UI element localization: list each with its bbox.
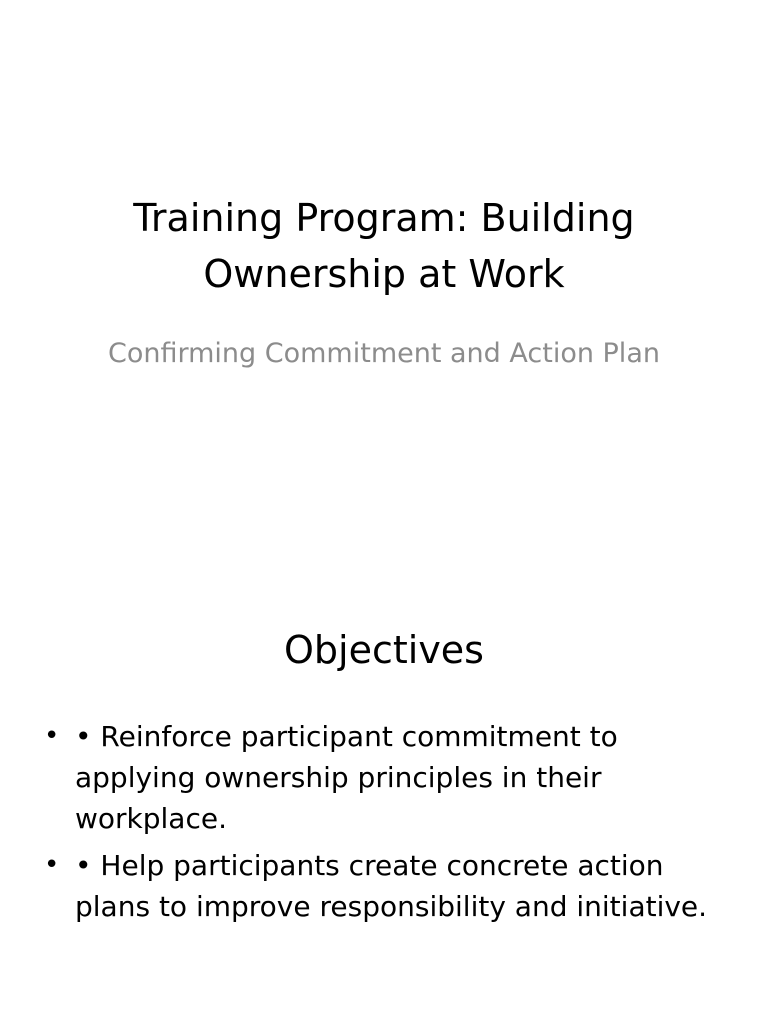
objectives-list — [38, 716, 718, 933]
objectives-heading: Objectives — [284, 628, 484, 672]
list-item — [38, 845, 718, 927]
slide-subtitle: Confirming Commitment and Action Plan — [108, 338, 660, 369]
bullet-icon: • — [44, 850, 60, 880]
objectives-slide — [0, 576, 768, 1024]
slide-title: Training Program: Building Ownership at Work — [133, 196, 635, 296]
list-item-text: • Reinforce participant commitment to applying ownership principles in their workplace. — [75, 720, 618, 835]
list-item — [38, 716, 718, 839]
list-item-text: • Help participants create concrete action plans to improve responsibility and initiative. — [75, 849, 708, 923]
bullet-icon: • — [44, 721, 60, 751]
